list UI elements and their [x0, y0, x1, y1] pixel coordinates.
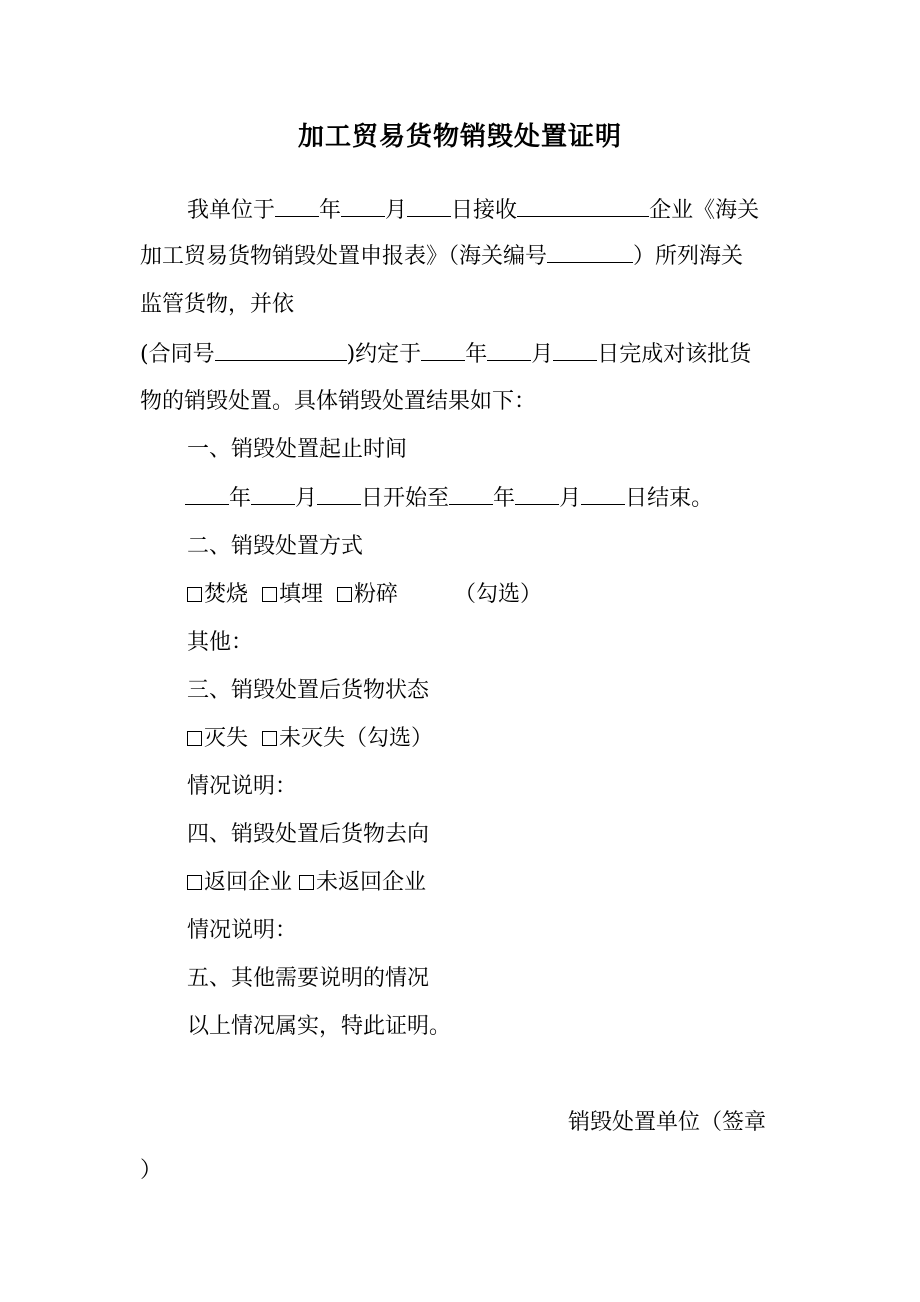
- end-year-blank[interactable]: [449, 484, 493, 505]
- not-destroyed-checkbox[interactable]: [262, 731, 277, 746]
- option-label: 未返回企业: [316, 870, 427, 895]
- year-blank[interactable]: [275, 196, 319, 217]
- landfill-checkbox[interactable]: [262, 587, 277, 602]
- text: ）所列海关: [633, 244, 744, 269]
- text: )约定于: [346, 342, 422, 367]
- text: 日接收: [451, 198, 518, 223]
- end-month-blank[interactable]: [515, 484, 559, 505]
- section-1-heading: 一、销毁处置起止时间: [187, 437, 408, 462]
- text: (合同号: [140, 342, 215, 367]
- incinerate-checkbox[interactable]: [187, 587, 202, 602]
- option-label: 返回企业: [204, 870, 293, 895]
- text: 年: [229, 486, 252, 511]
- text: 日完成对该批货: [597, 342, 752, 367]
- text: 月: [531, 342, 554, 367]
- signature-label: 销毁处置单位（签章: [568, 1110, 767, 1135]
- destroyed-checkbox[interactable]: [187, 731, 202, 746]
- text: 日开始至: [361, 486, 450, 511]
- document-title: 加工贸易货物销毁处置证明: [297, 122, 622, 152]
- section-4-note: 情况说明：: [187, 918, 298, 943]
- section-3-options: [187, 724, 433, 754]
- text: 年: [319, 198, 342, 223]
- option-label: 粉碎: [354, 582, 399, 607]
- month-blank[interactable]: [487, 340, 531, 361]
- shred-checkbox[interactable]: [337, 587, 352, 602]
- start-month-blank[interactable]: [251, 484, 295, 505]
- enterprise-blank[interactable]: [517, 196, 649, 217]
- contract-number-blank[interactable]: [215, 340, 347, 361]
- returned-checkbox[interactable]: [187, 875, 202, 890]
- text: 年: [465, 342, 488, 367]
- option-label: 未灭失（勾选）: [279, 726, 434, 751]
- section-4-options: [187, 868, 426, 898]
- section-2-other: 其他：: [187, 630, 254, 655]
- paragraph-line-5: 物的销毁处置。具体销毁处置结果如下：: [140, 389, 537, 414]
- section-2-heading: 二、销毁处置方式: [187, 534, 364, 559]
- month-blank[interactable]: [341, 196, 385, 217]
- section-1-dates: [185, 484, 713, 514]
- hint: （勾选）: [454, 582, 543, 607]
- section-5-heading: 五、其他需要说明的情况: [187, 966, 430, 991]
- paragraph-line-1: [187, 196, 759, 226]
- section-3-heading: 三、销毁处置后货物状态: [187, 678, 430, 703]
- day-blank[interactable]: [553, 340, 597, 361]
- option-label: 灭失: [204, 726, 249, 751]
- option-label: 焚烧: [204, 582, 249, 607]
- paragraph-line-4: [140, 340, 751, 370]
- text: 加工贸易货物销毁处置申报表》（海关编号: [140, 244, 548, 269]
- text: 日结束。: [625, 486, 714, 511]
- day-blank[interactable]: [407, 196, 451, 217]
- section-2-options: [187, 580, 542, 610]
- text: 月: [295, 486, 318, 511]
- not-returned-checkbox[interactable]: [299, 875, 314, 890]
- section-3-note: 情况说明：: [187, 774, 298, 799]
- customs-number-blank[interactable]: [547, 242, 633, 263]
- option-label: 填埋: [279, 582, 324, 607]
- paragraph-line-2: [140, 242, 743, 272]
- text: 月: [559, 486, 582, 511]
- text: 我单位于: [187, 198, 276, 223]
- end-day-blank[interactable]: [581, 484, 625, 505]
- signature-close: ）: [140, 1158, 163, 1183]
- paragraph-line-3: 监管货物，并依: [140, 292, 295, 317]
- year-blank[interactable]: [421, 340, 465, 361]
- text: 企业《海关: [649, 198, 760, 223]
- closing-statement: 以上情况属实，特此证明。: [187, 1014, 452, 1039]
- text: 月: [385, 198, 408, 223]
- text: 年: [493, 486, 516, 511]
- start-day-blank[interactable]: [317, 484, 361, 505]
- start-year-blank[interactable]: [185, 484, 229, 505]
- section-4-heading: 四、销毁处置后货物去向: [187, 822, 430, 847]
